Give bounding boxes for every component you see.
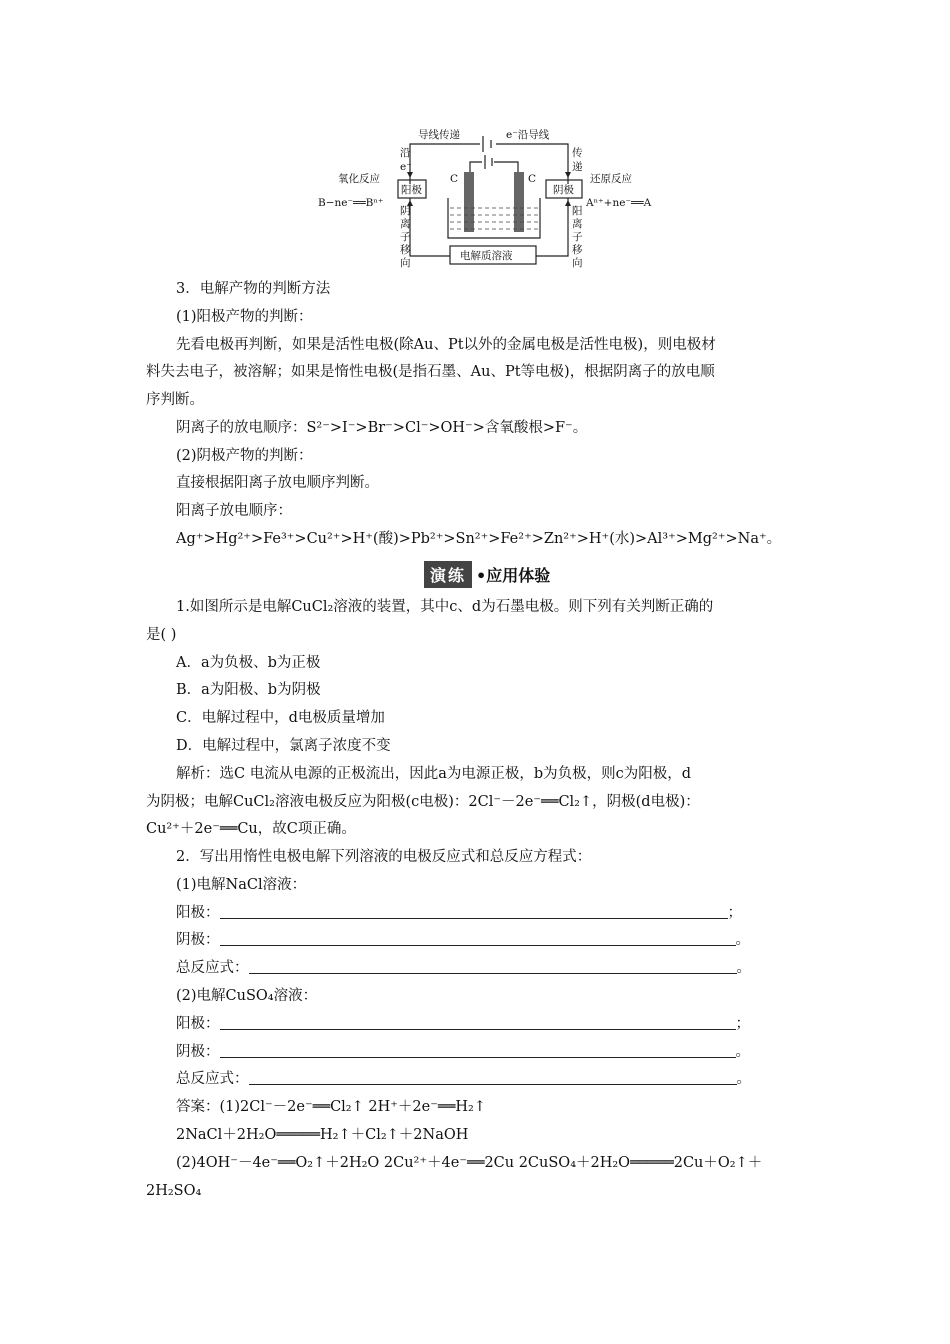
q1-option-b: B．a为阳极、b为阴极 bbox=[176, 682, 321, 698]
q1-stem-line2: 是( ) bbox=[146, 627, 177, 643]
practice-subtitle: •应用体验 bbox=[476, 566, 551, 585]
right-ion-char-4: 移 bbox=[572, 244, 583, 256]
anion-order: 阴离子的放电顺序：S²⁻>I⁻>Br⁻>Cl⁻>OH⁻>含氧酸根>F⁻。 bbox=[176, 420, 588, 436]
q2-part2-total-row bbox=[176, 1069, 751, 1089]
right-wire-char-2: 递 bbox=[572, 161, 583, 173]
q2-part1-anode-label: 阳极： bbox=[176, 905, 220, 921]
q2-part1-cathode-end: 。 bbox=[735, 932, 750, 948]
electrolyte-label: 电解质溶液 bbox=[460, 250, 513, 262]
q1-stem-line1: 1.如图所示是电解CuCl₂溶液的装置，其中c、d为石墨电极。则下列有关判断正确的 bbox=[176, 599, 714, 615]
q2-part2-cathode-end: 。 bbox=[735, 1044, 750, 1060]
q2-part2-anode-label: 阳极： bbox=[176, 1016, 220, 1032]
right-electrode bbox=[514, 172, 524, 232]
section3-anode-heading: (1)阳极产物的判断： bbox=[176, 309, 313, 325]
left-ion-char-3: 子 bbox=[400, 231, 411, 243]
anode-equation: B−ne⁻══Bⁿ⁺ bbox=[318, 197, 384, 209]
right-ion-char-5: 向 bbox=[572, 257, 583, 269]
left-ion-char-4: 移 bbox=[400, 244, 411, 256]
reduction-label: 还原反应 bbox=[590, 173, 632, 185]
electrode-right-label: C bbox=[528, 173, 537, 185]
left-ion-char-5: 向 bbox=[400, 257, 411, 269]
left-ion-char-1: 阴 bbox=[400, 205, 411, 217]
section3-cathode-text: 直接根据阳离子放电顺序判断。 bbox=[176, 475, 379, 491]
q2-part2-cathode-row bbox=[176, 1042, 750, 1062]
right-ion-char-1: 阳 bbox=[572, 205, 583, 217]
q2-part1-total-row bbox=[176, 958, 751, 978]
top-wire-label: 导线传递 bbox=[418, 129, 460, 141]
q2-part1-cathode-label: 阴极： bbox=[176, 932, 220, 948]
q2-part2-heading: (2)电解CuSO₄溶液： bbox=[176, 988, 318, 1004]
q1-option-c: C．电解过程中，d电极质量增加 bbox=[176, 710, 385, 726]
practice-tag: 演练 bbox=[424, 561, 472, 588]
right-ion-char-3: 子 bbox=[572, 231, 583, 243]
section3-para-line3: 序判断。 bbox=[146, 392, 204, 408]
cathode-label: 阴极 bbox=[553, 184, 574, 196]
section3-para-line2: 料失去电子，被溶解；如果是惰性电极(是指石墨、Au、Pt等电极)，根据阴离子的放电顺 bbox=[146, 364, 715, 380]
cation-order-label: 阳离子放电顺序： bbox=[176, 503, 292, 519]
left-wire-char-1: 沿 bbox=[400, 147, 411, 159]
q1-option-a: A．a为负极、b为正极 bbox=[176, 655, 321, 671]
q2-part1-total-label: 总反应式： bbox=[176, 960, 249, 976]
q2-part2-cathode-blank[interactable] bbox=[220, 1043, 736, 1058]
q2-part1-cathode-row bbox=[176, 930, 750, 950]
cation-order: Ag⁺>Hg²⁺>Fe³⁺>Cu²⁺>H⁺(酸)>Pb²⁺>Sn²⁺>Fe²⁺>Zn²⁺>H⁺(水)>Al³⁺>Mg²⁺>Na⁺。 bbox=[176, 531, 782, 547]
q2-part2-total-label: 总反应式： bbox=[176, 1071, 249, 1087]
q2-stem: 2．写出用惰性电极电解下列溶液的电极反应式和总反应方程式： bbox=[176, 849, 592, 865]
q2-answer-line1: 答案：(1)2Cl⁻－2e⁻══Cl₂↑ 2H⁺＋2e⁻══H₂↑ bbox=[176, 1099, 486, 1115]
top-electron-label: e⁻沿导线 bbox=[506, 129, 550, 141]
q2-part1-cathode-blank[interactable] bbox=[220, 931, 736, 946]
cathode-equation: Aⁿ⁺+ne⁻══A bbox=[586, 197, 652, 209]
q2-part1-total-blank[interactable] bbox=[249, 959, 737, 974]
electrolysis-diagram bbox=[310, 122, 680, 270]
electrode-left-label: C bbox=[450, 173, 459, 185]
q1-option-d: D．电解过程中，氯离子浓度不变 bbox=[176, 738, 391, 754]
q2-part1-anode-end: ； bbox=[727, 905, 742, 921]
q2-part1-anode-row bbox=[176, 903, 742, 923]
q2-answer-line4: 2H₂SO₄ bbox=[146, 1183, 202, 1199]
q2-part1-anode-blank[interactable] bbox=[220, 904, 728, 919]
q2-part2-total-blank[interactable] bbox=[249, 1070, 737, 1085]
q2-part1-heading: (1)电解NaCl溶液： bbox=[176, 877, 307, 893]
section3-para-line1: 先看电极再判断，如果是活性电极(除Au、Pt以外的金属电极是活性电极)，则电极材 bbox=[176, 337, 716, 353]
q2-part1-total-end: 。 bbox=[736, 960, 751, 976]
practice-banner bbox=[424, 561, 550, 585]
left-wire-char-2: e⁻ bbox=[400, 161, 412, 173]
left-ion-char-2: 离 bbox=[400, 218, 411, 230]
right-ion-char-2: 离 bbox=[572, 218, 583, 230]
q2-part2-anode-end: ； bbox=[735, 1016, 750, 1032]
q1-explanation-line1: 解析：选C 电流从电源的正极流出，因此a为电源正极，b为负极，则c为阳极，d bbox=[176, 766, 692, 782]
right-wire-char-1: 传 bbox=[572, 147, 583, 159]
section3-title: 3．电解产物的判断方法 bbox=[176, 281, 331, 297]
section3-cathode-heading: (2)阴极产物的判断： bbox=[176, 448, 313, 464]
q2-answer-line3: (2)4OH⁻－4e⁻══O₂↑＋2H₂O 2Cu²⁺＋4e⁻══2Cu 2CuSO₄＋2H₂O═════2Cu＋O₂↑＋ bbox=[176, 1155, 763, 1171]
q2-part2-total-end: 。 bbox=[736, 1071, 751, 1087]
q2-answer-line2: 2NaCl＋2H₂O═════H₂↑＋Cl₂↑＋2NaOH bbox=[176, 1127, 469, 1143]
q1-explanation-line2: 为阴极；电解CuCl₂溶液电极反应为阳极(c电极)：2Cl⁻－2e⁻══Cl₂↑，阴极(d电极)： bbox=[146, 794, 700, 810]
anode-label: 阳极 bbox=[401, 184, 422, 196]
oxidation-label: 氧化反应 bbox=[338, 173, 380, 185]
q1-explanation-line3: Cu²⁺＋2e⁻══Cu，故C项正确。 bbox=[146, 821, 356, 837]
q2-part2-anode-blank[interactable] bbox=[220, 1015, 736, 1030]
q2-part2-cathode-label: 阴极： bbox=[176, 1044, 220, 1060]
left-electrode bbox=[464, 172, 474, 232]
q2-part2-anode-row bbox=[176, 1014, 750, 1034]
